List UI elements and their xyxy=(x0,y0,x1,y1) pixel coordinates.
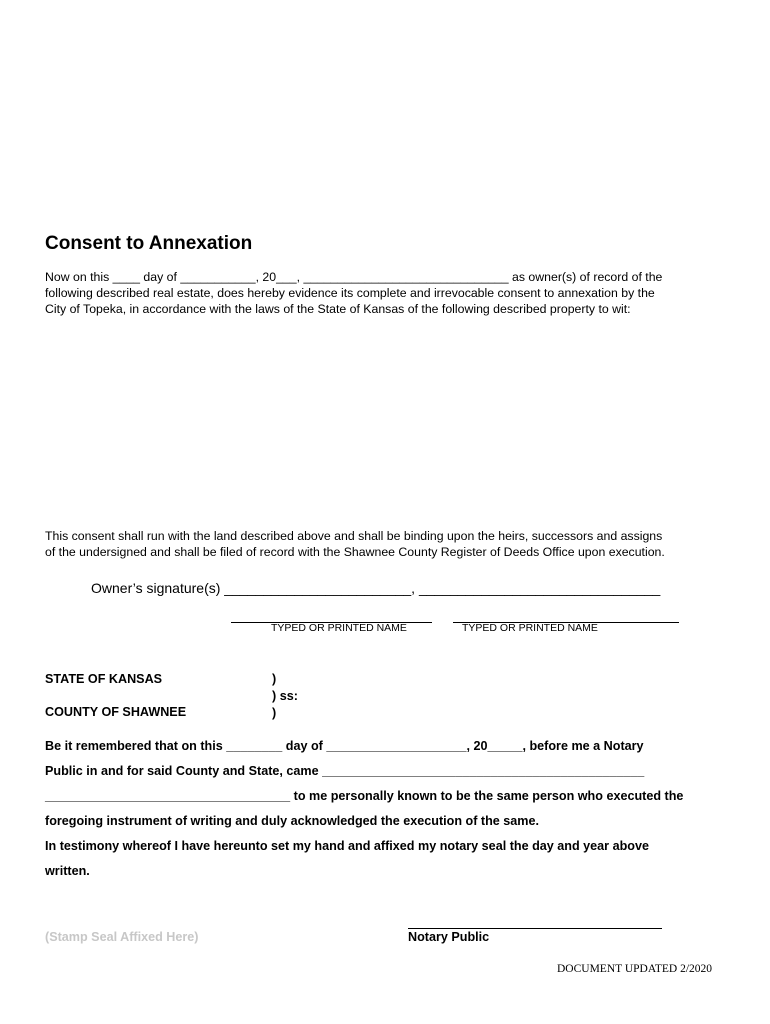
venue-paren-3: ) xyxy=(272,706,277,720)
notary-public-label: Notary Public xyxy=(408,930,490,944)
binding-line-1: This consent shall run with the land described above and shall be binding upon the heirs, successors and assigns xyxy=(45,529,663,543)
consent-line-1: Now on this ____ day of ___________, 20___, ______________________________ as owner(s) of record of the xyxy=(45,270,663,284)
binding-paragraph xyxy=(45,528,727,560)
consent-line-2: following described real estate, does hereby evidence its complete and irrevocable consent to annexation by the xyxy=(45,286,655,300)
consent-line-3: City of Topeka, in accordance with the laws of the State of Kansas of the following described property to wit: xyxy=(45,302,631,316)
notary-line-6: written. xyxy=(45,864,90,878)
owner-signature-line[interactable]: Owner’s signature(s) ________________________, _______________________________ xyxy=(91,580,661,596)
stamp-seal-placeholder: (Stamp Seal Affixed Here) xyxy=(45,930,199,944)
notary-line-4: foregoing instrument of writing and duly acknowledged the execution of the same. xyxy=(45,814,540,828)
notary-line-1: Be it remembered that on this ________ day of ____________________, 20_____, before me a Notary xyxy=(45,739,644,753)
notary-line-5: In testimony whereof I have hereunto set my hand and affixed my notary seal the day and year above xyxy=(45,839,649,853)
state-label: STATE OF KANSAS xyxy=(45,672,163,686)
document-updated-label: DOCUMENT UPDATED 2/2020 xyxy=(557,963,713,975)
typed-name-caption-right: TYPED OR PRINTED NAME xyxy=(462,622,598,634)
document-title: Consent to Annexation xyxy=(45,233,253,254)
blank-header-area xyxy=(0,0,770,220)
consent-paragraph xyxy=(45,269,727,317)
binding-line-2: of the undersigned and shall be filed of record with the Shawnee County Register of Deeds Office upon execution. xyxy=(45,545,665,559)
county-label: COUNTY OF SHAWNEE xyxy=(45,705,187,719)
typed-name-caption-left: TYPED OR PRINTED NAME xyxy=(271,622,407,634)
notary-line-3: ___________________________________ to me personally known to be the same person who executed the xyxy=(45,789,684,803)
venue-ss: ) ss: xyxy=(272,689,298,703)
venue-paren-1: ) xyxy=(272,672,277,686)
notary-signature-rule[interactable] xyxy=(408,928,662,929)
notary-line-2: Public in and for said County and State, came ______________________________________________ xyxy=(45,764,645,778)
